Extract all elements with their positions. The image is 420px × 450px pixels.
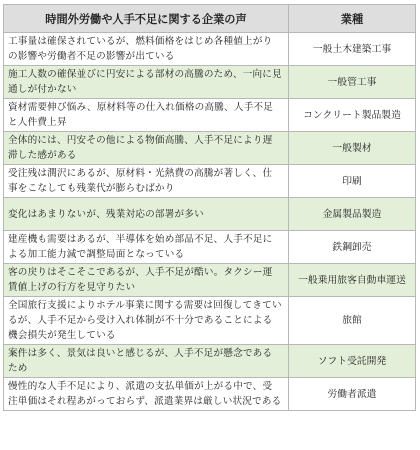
table-row [4, 132, 416, 165]
industry-cell: 旅館 [289, 297, 416, 345]
industry-cell: 印刷 [289, 165, 416, 198]
voice-cell: 施工人数の確保並びに円安による部材の高騰のため、一向に見通しが付かない [4, 66, 289, 99]
table-row [4, 264, 416, 297]
voice-cell: 資材需要伸び悩み、原材料等の仕入れ価格の高騰、人手不足と人件費上昇 [4, 99, 289, 132]
table-header-row [4, 5, 416, 33]
voice-cell: 変化はあまりないが、残業対応の部署が多い [4, 198, 289, 231]
voice-cell: 全国旅行支援によりホテル事業に関する需要は回復してきているが、人手不足から受け入れ体制が不十分であることによる機会損失が発生している [4, 297, 289, 345]
table-row [4, 297, 416, 345]
voice-cell: 全体的には、円安その他による物価高騰、人手不足により遅滞した感がある [4, 132, 289, 165]
voice-cell: 慢性的な人手不足により、派遣の支払単価が上がる中で、受注単価はそれ程あがっておらず、派遣業界は厳しい状況である [4, 378, 289, 411]
voice-cell: 受注残は潤沢にあるが、原材料・光熱費の高騰が著しく、仕事をこなしても残業代が膨らむばかり [4, 165, 289, 198]
survey-table [3, 4, 416, 411]
industry-cell: ソフト受託開発 [289, 345, 416, 378]
industry-cell: 鉄鋼卸売 [289, 231, 416, 264]
table-row [4, 33, 416, 66]
table-row [4, 378, 416, 411]
industry-cell: 一般管工事 [289, 66, 416, 99]
table-row [4, 66, 416, 99]
voice-cell: 工事量は確保されているが、燃料価格をはじめ各種値上がりの影響や労働者不足の影響が出ている [4, 33, 289, 66]
header-voice: 時間外労働や人手不足に関する企業の声 [4, 5, 289, 33]
industry-cell: 一般乗用旅客自動車運送 [289, 264, 416, 297]
header-industry: 業種 [289, 5, 416, 33]
table-row [4, 99, 416, 132]
voice-cell: 案件は多く、景気は良いと感じるが、人手不足が懸念であるため [4, 345, 289, 378]
industry-cell: 一般土木建築工事 [289, 33, 416, 66]
table-row [4, 231, 416, 264]
table-row [4, 345, 416, 378]
industry-cell: 一般製材 [289, 132, 416, 165]
industry-cell: 金属製品製造 [289, 198, 416, 231]
industry-cell: 労働者派遣 [289, 378, 416, 411]
voice-cell: 建産機も需要はあるが、半導体を始め部品不足、人手不足による加工能力減で調整局面となっている [4, 231, 289, 264]
table-row [4, 198, 416, 231]
table-row [4, 165, 416, 198]
voice-cell: 客の戻りはそこそこであるが、人手不足が酷い。タクシー運賃値上げの行方を見守りたい [4, 264, 289, 297]
industry-cell: コンクリート製品製造 [289, 99, 416, 132]
